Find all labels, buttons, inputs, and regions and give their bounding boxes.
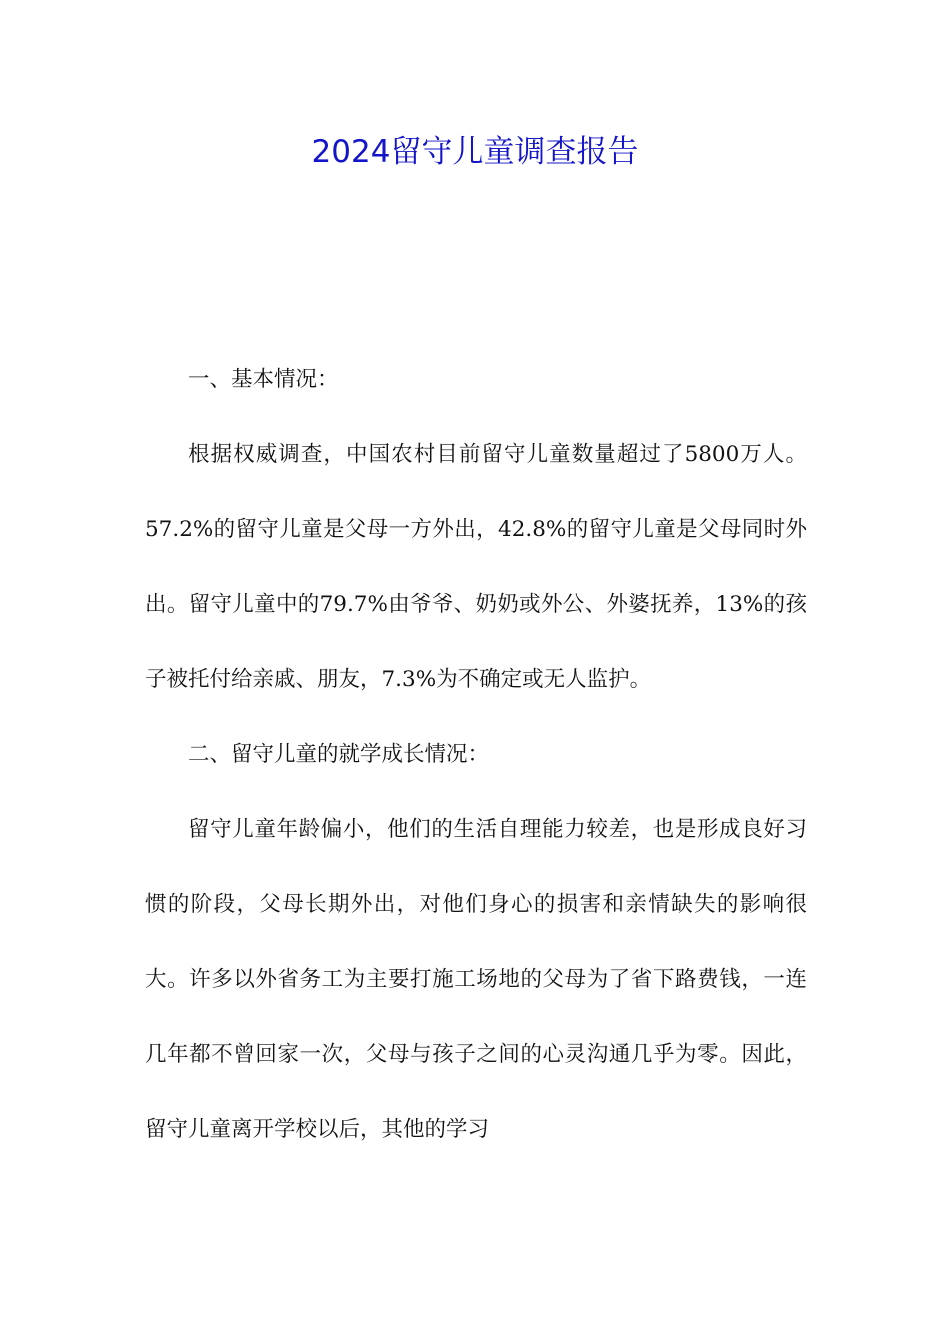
paragraph-basic-situation: 根据权威调查，中国农村目前留守儿童数量超过了5800万人。57.2%的留守儿童是父母一方外出，42.8%的留守儿童是父母同时外出。留守儿童中的79.7%由爷爷、奶奶或外公、外婆抚养，13%的孩子被托付给亲戚、朋友，7.3%为不确定或无人监护。 <box>145 442 807 692</box>
paragraph-schooling: 留守儿童年龄偏小，他们的生活自理能力较差，也是形成良好习惯的阶段，父母长期外出，对他们身心的损害和亲情缺失的影响很大。许多以外省务工为主要打施工场地的父母为了省下路费钱，一连几年都不曾回家一次，父母与孩子之间的心灵沟通几乎为零。因此，留守儿童离开学校以后，其他的学习 <box>145 817 807 1142</box>
section-heading-schooling: 二、留守儿童的就学成长情况： <box>188 742 490 767</box>
section-heading-basic-situation: 一、基本情况： <box>188 367 339 392</box>
document-body <box>145 342 807 1167</box>
document-title: 2024留守儿童调查报告 <box>311 134 639 170</box>
